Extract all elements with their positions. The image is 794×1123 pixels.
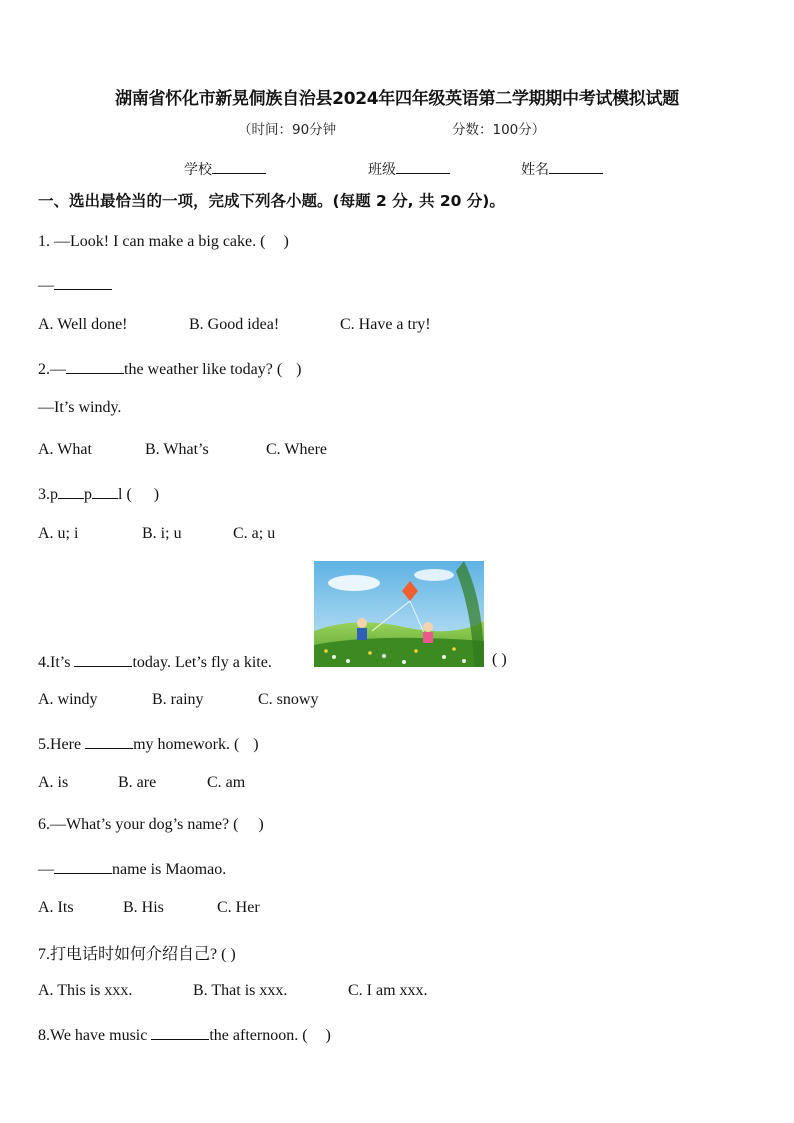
q4-option-a[interactable]: A. windy [38, 691, 98, 708]
q7-option-c[interactable]: C. I am xxx. [348, 982, 428, 999]
question-1 [38, 233, 289, 251]
q6-blank[interactable] [54, 858, 112, 874]
q8-blank[interactable] [151, 1024, 209, 1040]
q2-stem-end: the weather like today? ( [124, 361, 283, 378]
q5-option-c[interactable]: C. am [207, 774, 246, 791]
student-info [0, 159, 794, 181]
q4-option-c[interactable]: C. snowy [258, 691, 319, 708]
question-5 [38, 733, 259, 754]
q6-reply-text: name is Maomao. [112, 861, 227, 878]
name-label: 姓名 [521, 162, 549, 178]
q3-option-c[interactable]: C. a; u [233, 525, 276, 542]
kite-flying-image [314, 561, 484, 667]
exam-meta [0, 118, 794, 138]
school-label: 学校 [184, 162, 212, 178]
section-heading: 一、选出最恰当的一项，完成下列各小题。(每题 2 分, 共 20 分)。 [38, 192, 505, 210]
q1-blank[interactable] [54, 274, 112, 290]
q3-stem-c: l ( [118, 486, 132, 503]
name-field [521, 159, 603, 179]
q6-option-c[interactable]: C. Her [217, 899, 260, 916]
q3-stem-a: 3.p [38, 486, 58, 503]
q3-blank-1[interactable] [58, 483, 84, 499]
q4-blank[interactable] [74, 651, 132, 667]
q2-option-a[interactable]: A. What [38, 441, 92, 458]
q1-option-b[interactable]: B. Good idea! [189, 316, 280, 333]
q6-option-b[interactable]: B. His [123, 899, 164, 916]
question-3 [38, 483, 159, 504]
class-label: 班级 [368, 162, 396, 178]
q2-paren-close: ) [296, 361, 302, 378]
exam-score: 分数：100分） [452, 122, 546, 138]
q7-option-b[interactable]: B. That is xxx. [193, 982, 288, 999]
q4-stem-start: 4.It’s [38, 654, 75, 671]
q3-blank-2[interactable] [92, 483, 118, 499]
q2-reply: —It’s windy. [38, 399, 122, 416]
q3-paren-close: ) [153, 486, 160, 503]
school-blank[interactable] [212, 159, 266, 174]
q5-blank[interactable] [85, 733, 133, 749]
question-7: 7.打电话时如何介绍自己? ( ) [38, 946, 236, 963]
question-6 [38, 816, 264, 834]
q3-option-b[interactable]: B. i; u [142, 525, 182, 542]
q1-option-c[interactable]: C. Have a try! [340, 316, 431, 333]
q4-stem-end: today. Let’s fly a kite. [132, 654, 272, 671]
q6-dash: — [38, 861, 54, 878]
q5-stem-start: 5.Here [38, 736, 86, 753]
q2-stem-start: 2.— [38, 361, 66, 378]
q7-option-a[interactable]: A. This is xxx. [38, 982, 133, 999]
q8-stem-end: the afternoon. ( [209, 1027, 308, 1044]
q1-paren-close: ) [283, 233, 289, 250]
question-2 [38, 358, 301, 379]
question-8 [38, 1024, 331, 1045]
q1-answer-line [38, 274, 112, 295]
q2-option-c[interactable]: C. Where [266, 441, 328, 458]
q1-option-a[interactable]: A. Well done! [38, 316, 128, 333]
q6-option-a[interactable]: A. Its [38, 899, 74, 916]
class-blank[interactable] [396, 159, 450, 174]
school-field [184, 159, 266, 179]
kite-flying-children-illustration-icon [314, 561, 484, 667]
q2-option-b[interactable]: B. What’s [145, 441, 209, 458]
q5-paren-close: ) [253, 736, 259, 753]
q3-stem-b: p [84, 486, 92, 503]
name-blank[interactable] [549, 159, 603, 174]
class-field [368, 159, 450, 179]
q3-option-a[interactable]: A. u; i [38, 525, 79, 542]
q5-option-b[interactable]: B. are [118, 774, 157, 791]
q4-option-b[interactable]: B. rainy [152, 691, 204, 708]
q2-blank[interactable] [66, 358, 124, 374]
page-title: 湖南省怀化市新晃侗族自治县2024年四年级英语第二学期期中考试模拟试题 [115, 89, 679, 109]
q1-dash: — [38, 277, 54, 294]
q8-paren-close: ) [325, 1027, 331, 1044]
q6-paren-close: ) [258, 816, 264, 833]
question-4 [38, 651, 272, 672]
q8-stem-start: 8.We have music [38, 1027, 152, 1044]
q5-option-a[interactable]: A. is [38, 774, 69, 791]
exam-time: （时间：90分钟 [238, 122, 337, 138]
q6-stem: 6.—What’s your dog’s name? ( [38, 816, 239, 833]
q5-stem-end: my homework. ( [133, 736, 240, 753]
q6-reply [38, 858, 226, 879]
q1-stem: 1. —Look! I can make a big cake. ( [38, 233, 266, 250]
q4-paren: ( ) [492, 651, 507, 668]
